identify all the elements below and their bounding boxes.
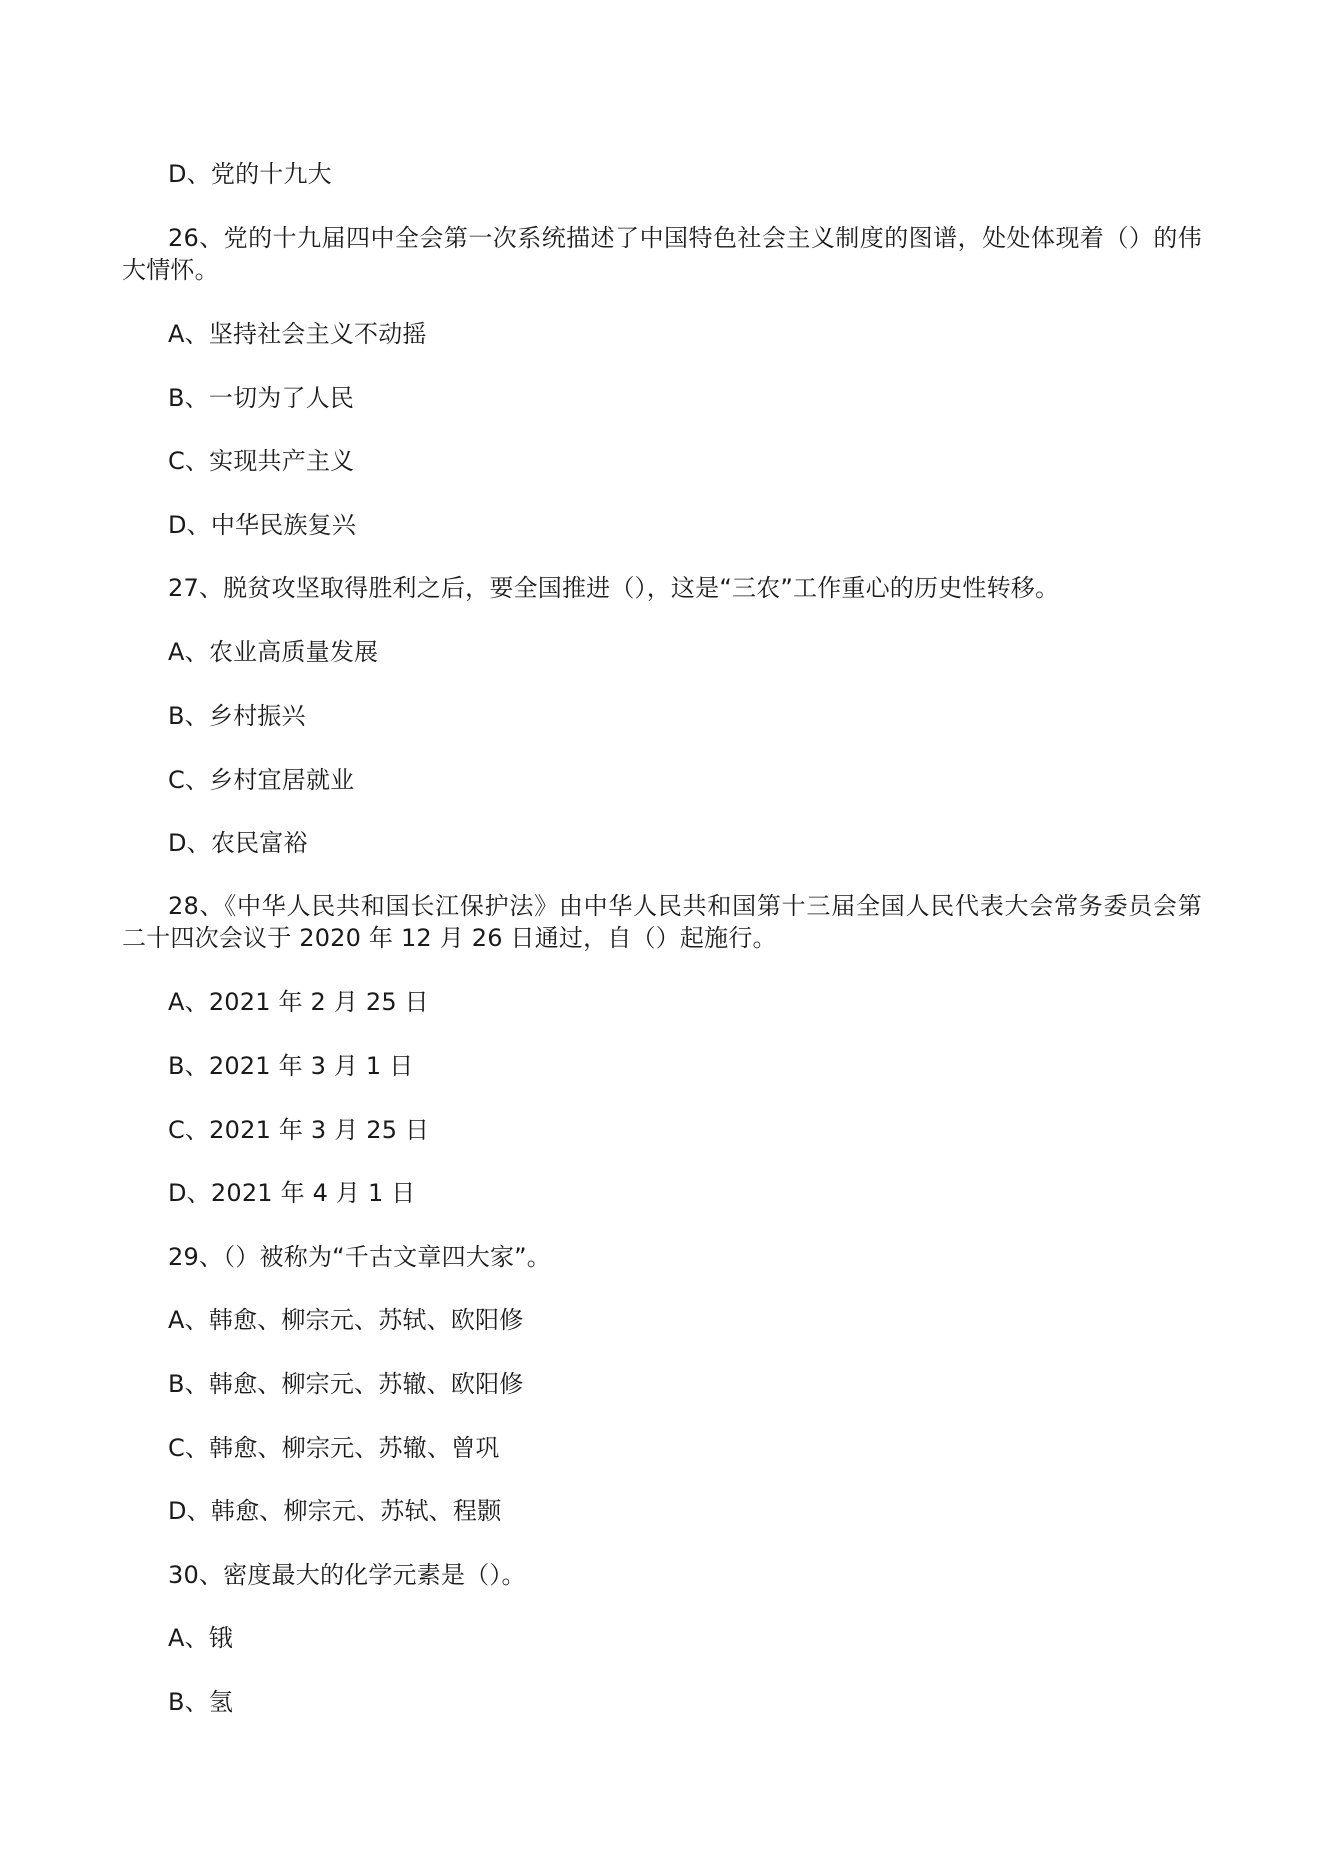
option-q27-c: C、乡村宜居就业: [168, 766, 355, 794]
option-q26-a: A、坚持社会主义不动摇: [168, 320, 427, 348]
question-27: 27、脱贫攻坚取得胜利之后，要全国推进（），这是“三农”工作重心的历史性转移。: [168, 574, 1060, 602]
option-q30-b: B、氢: [168, 1688, 234, 1716]
option-q27-b: B、乡村振兴: [168, 702, 306, 730]
option-q27-d: D、农民富裕: [168, 829, 308, 857]
option-q26-b: B、一切为了人民: [168, 384, 355, 412]
question-26: 26、党的十九届四中全会第一次系统描述了中国特色社会主义制度的图谱，处处体现着（）的伟大情怀。: [122, 224, 1202, 284]
option-q27-a: A、农业高质量发展: [168, 638, 379, 666]
question-29: 29、（）被称为“千古文章四大家”。: [168, 1243, 552, 1271]
option-q26-c: C、实现共产主义: [168, 447, 355, 475]
option-q29-d: D、韩愈、柳宗元、苏轼、程颢: [168, 1497, 502, 1525]
option-q25-d: D、党的十九大: [168, 160, 332, 188]
question-28: 28、《中华人民共和国长江保护法》由中华人民共和国第十三届全国人民代表大会常务委员会第二十四次会议于 2020 年 12 月 26 日通过，自（）起施行。: [122, 892, 1202, 952]
option-q29-c: C、韩愈、柳宗元、苏辙、曾巩: [168, 1434, 500, 1462]
option-q28-c: C、2021 年 3 月 25 日: [168, 1116, 430, 1144]
option-q28-a: A、2021 年 2 月 25 日: [168, 988, 429, 1016]
question-30: 30、密度最大的化学元素是（）。: [168, 1561, 526, 1589]
option-q28-d: D、2021 年 4 月 1 日: [168, 1179, 416, 1207]
option-q30-a: A、锇: [168, 1624, 234, 1652]
option-q26-d: D、中华民族复兴: [168, 511, 357, 539]
option-q29-a: A、韩愈、柳宗元、苏轼、欧阳修: [168, 1306, 524, 1334]
option-q29-b: B、韩愈、柳宗元、苏辙、欧阳修: [168, 1370, 524, 1398]
option-q28-b: B、2021 年 3 月 1 日: [168, 1052, 414, 1080]
